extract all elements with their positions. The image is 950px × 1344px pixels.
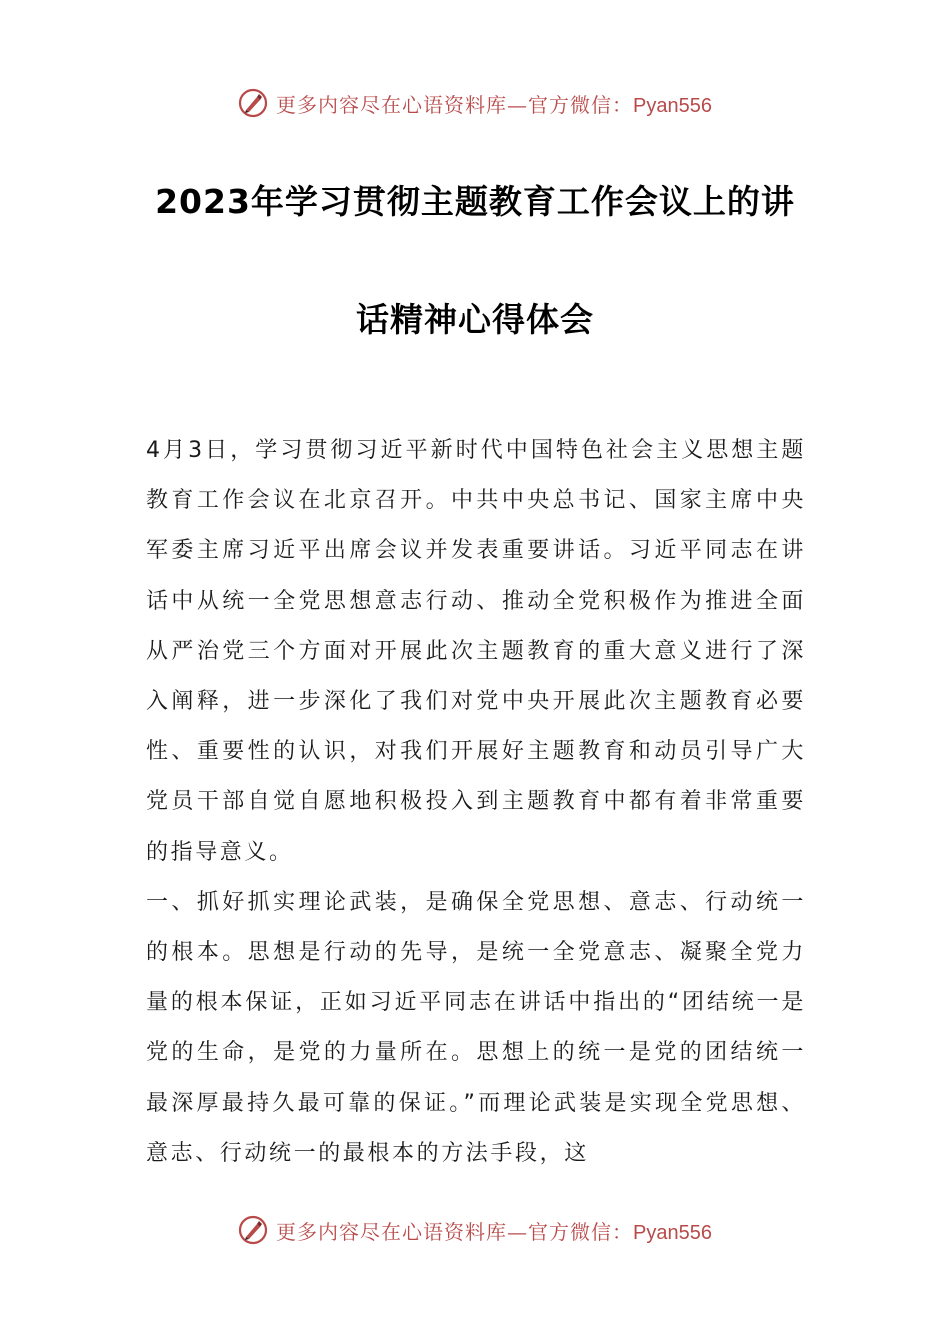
pen-logo-icon — [238, 88, 268, 118]
paragraph: 4月3日，学习贯彻习近平新时代中国特色社会主义思想主题教育工作会议在北京召开。中共中央总书记、国家主席中央军委主席习近平出席会议并发表重要讲话。习近平同志在讲话中从统一全党思想意志行动、推动全党积极作为推进全面从严治党三个方面对开展此次主题教育的重大意义进行了深入阐释，进一步深化了我们对党中央开展此次主题教育必要性、重要性的认识，对我们开展好主题教育和动员引导广大党员干部自觉自愿地积极投入到主题教育中都有着非常重要的指导意义。 — [146, 438, 806, 865]
paragraph: 一、抓好抓实理论武装，是确保全党思想、意志、行动统一的根本。思想是行动的先导，是统一全党意志、凝聚全党力量的根本保证，正如习近平同志在讲话中指出的“团结统一是党的生命，是党的力量所在。思想上的统一是党的团结统一最深厚最持久最可靠的保证。”而理论武装是实现全党思想、意志、行动统一的最根本的方法手段，这 — [146, 889, 806, 1166]
header-watermark — [0, 83, 950, 123]
watermark-text: 更多内容尽在心语资料库—官方微信：Pyan556 — [276, 1219, 712, 1244]
watermark-text: 更多内容尽在心语资料库—官方微信：Pyan556 — [276, 92, 712, 117]
footer-watermark — [0, 1210, 950, 1250]
wechat-id: Pyan556 — [633, 1221, 712, 1244]
document-title-line-1: 2023年学习贯彻主题教育工作会议上的讲 — [155, 182, 795, 221]
pen-logo-icon — [238, 1215, 268, 1245]
wechat-id: Pyan556 — [633, 94, 712, 117]
document-title-line-2: 话精神心得体会 — [356, 300, 594, 339]
document-body — [146, 426, 806, 1179]
